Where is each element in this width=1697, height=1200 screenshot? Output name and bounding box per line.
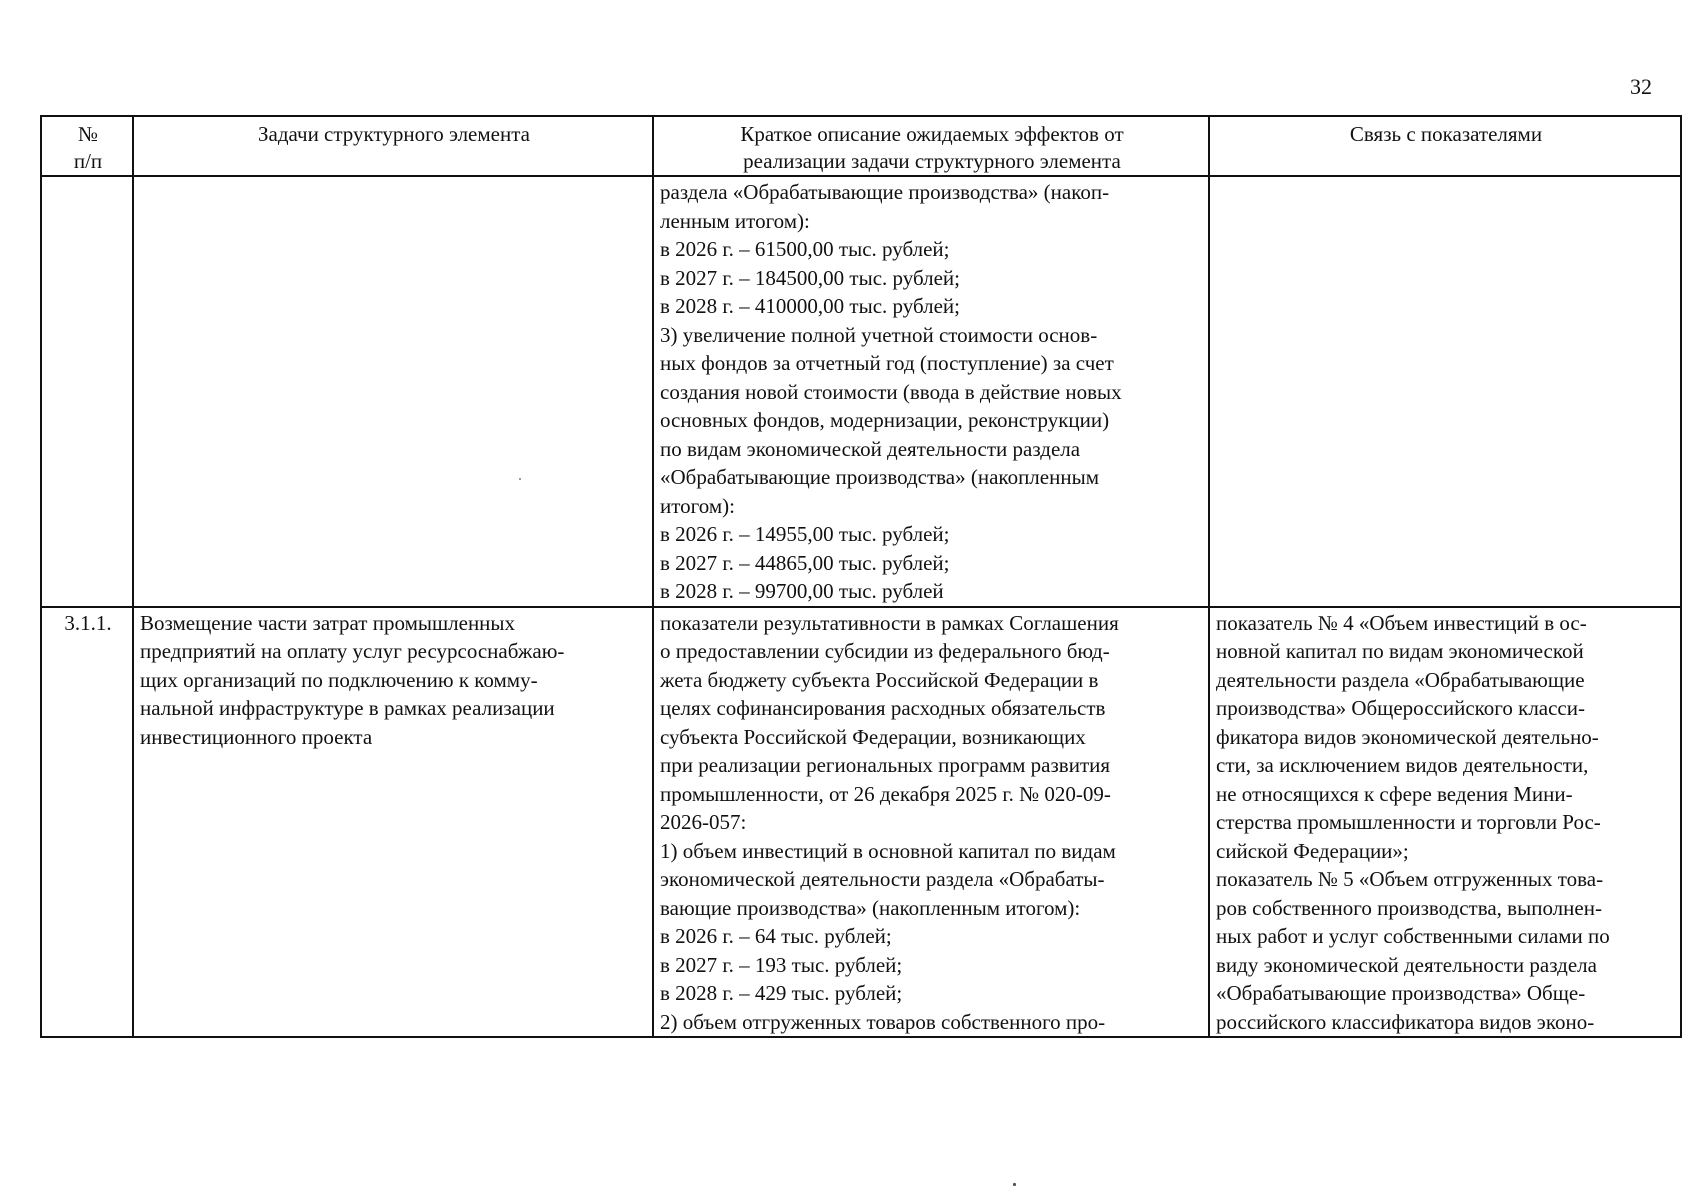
- row-task: [133, 176, 653, 607]
- table-row: [41, 607, 1681, 1038]
- row-effects: раздела «Обрабатывающие производства» (накоп- ленным итогом): в 2026 г. – 61500,00 тыс. рублей; в 2027 г. – 184500,00 тыс. рублей; в 2028 г. – 410000,00 тыс. рублей; 3) увеличение полной учетной стоимости основ- ных фондов за отчетный год (поступление) за счет создания новой стоимости (ввода в действие новых основных фондов, модернизации, реконструкции) по видам экономической деятельности раздела «Обрабатывающие производства» (накопленным итогом): в 2026 г. – 14955,00 тыс. рублей; в 2027 г. – 44865,00 тыс. рублей; в 2028 г. – 99700,00 тыс. рублей: [653, 176, 1209, 607]
- table-header-row: [41, 116, 1681, 176]
- header-indicators: Связь с показателями: [1209, 116, 1681, 176]
- row-num: [41, 176, 133, 607]
- table-row: [41, 176, 1681, 607]
- row-indicators: показатель № 4 «Объем инвестиций в ос- новной капитал по видам экономической деятельности раздела «Обрабатывающие производства» Общероссийского класси- фикатора видов экономической деятельно- сти, за исключением видов деятельности, не относящихся к сфере ведения Мини- стерства промышленности и торговли Рос- сийской Федерации»; показатель № 5 «Объем отгруженных това- ров собственного производства, выполнен- ных работ и услуг собственными силами по виду экономической деятельности раздела «Обрабатывающие производства» Обще- российского классификатора видов эконо-: [1209, 607, 1681, 1038]
- page-number: 32: [1630, 74, 1652, 99]
- row-task: Возмещение части затрат промышленных предприятий на оплату услуг ресурсоснабжаю- щих организаций по подключению к комму- нальной инфраструктуре в рамках реализации инвестиционного проекта: [133, 607, 653, 1038]
- structural-element-table: [40, 115, 1682, 1038]
- row-indicators: [1209, 176, 1681, 607]
- row-effects: показатели результативности в рамках Соглашения о предоставлении субсидии из федерального бюд- жета бюджету субъекта Российской Федерации в целях софинансирования расходных обязательств субъекта Российской Федерации, возникающих при реализации региональных программ развития промышленности, от 26 декабря 2025 г. № 020-09- 2026-057: 1) объем инвестиций в основной капитал по видам экономической деятельности раздела «Обрабаты- вающие производства» (накопленным итогом): в 2026 г. – 64 тыс. рублей; в 2027 г. – 193 тыс. рублей; в 2028 г. – 429 тыс. рублей; 2) объем отгруженных товаров собственного про-: [653, 607, 1209, 1038]
- header-effects: Краткое описание ожидаемых эффектов от реализации задачи структурного элемента: [653, 116, 1209, 176]
- scan-artifact: [519, 478, 521, 480]
- row-num: 3.1.1.: [41, 607, 133, 1038]
- header-num: № п/п: [41, 116, 133, 176]
- scan-artifact: [1013, 1183, 1016, 1186]
- header-tasks: Задачи структурного элемента: [133, 116, 653, 176]
